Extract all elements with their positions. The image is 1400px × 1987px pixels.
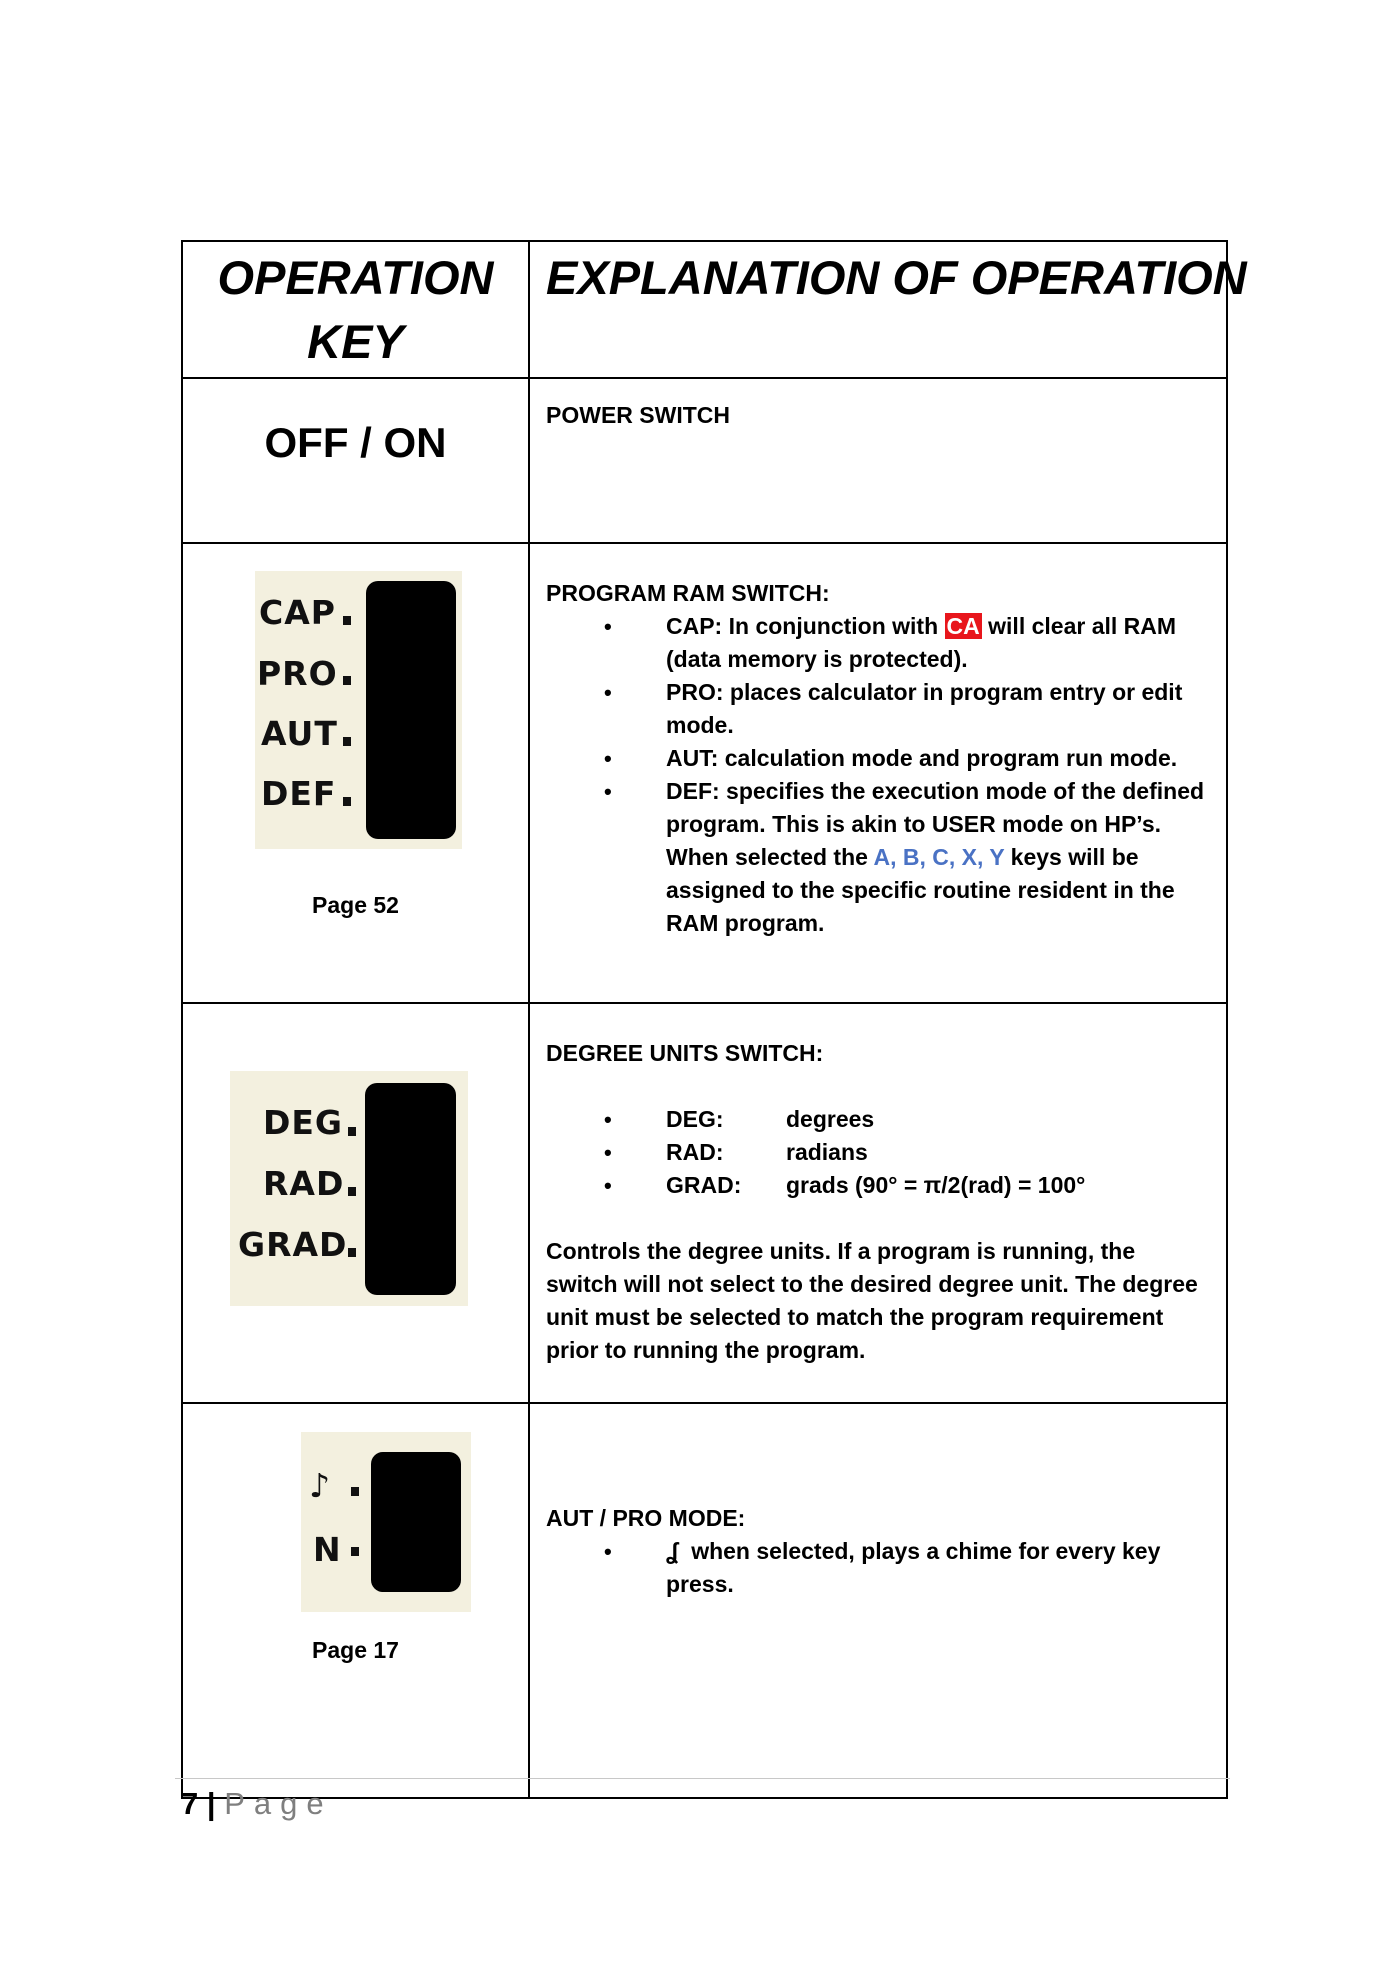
ca-key-badge: CA — [946, 613, 980, 639]
bullet-icon: • — [604, 1107, 612, 1132]
list-item: • DEF: specifies the execution mode of the defined program. This is akin to USER mode on HP’s. When selected the A, B, C, X, Y keys will be assigned to the specific routine resident in the RAM program. — [546, 775, 1210, 940]
list-item: • AUT: calculation mode and program run mode. — [546, 742, 1210, 775]
bullet-icon: • — [604, 614, 612, 639]
def-key-names: A, B, C, X, Y — [873, 844, 1005, 870]
aut-mode-list — [546, 1535, 1210, 1601]
ram-switch-image — [255, 571, 462, 849]
ram-explanation — [529, 543, 1227, 1003]
header-operation-key: OPERATION KEY — [182, 241, 529, 378]
aut-page-ref: Page 17 — [312, 1637, 399, 1663]
chime-icon: ʆ — [666, 1538, 679, 1564]
bullet-icon: • — [604, 1539, 612, 1564]
switch-label-deg: DEG — [263, 1103, 344, 1142]
switch-dot — [343, 797, 351, 806]
list-item: • PRO: places calculator in program entry or edit mode. — [546, 676, 1210, 742]
header-explanation: EXPLANATION OF OPERATION — [529, 241, 1227, 378]
power-explanation: POWER SWITCH — [529, 378, 1227, 543]
table-row-program-ram — [182, 543, 1227, 1003]
bullet-icon: • — [604, 1173, 612, 1198]
switch-label-pro: PRO — [257, 654, 338, 693]
aut-title: AUT / PRO MODE: — [546, 1505, 746, 1531]
footer-divider — [175, 1778, 1230, 1779]
aut-switch-cell — [182, 1403, 529, 1798]
ram-mode-list — [546, 610, 1210, 940]
switch-dot — [343, 676, 351, 685]
switch-dot — [351, 1487, 359, 1496]
deg-switch-image — [230, 1071, 468, 1306]
footer-separator: | — [206, 1786, 216, 1821]
switch-slider-track — [371, 1452, 461, 1592]
page-footer — [181, 1786, 333, 1822]
bullet-icon: • — [604, 779, 612, 804]
ram-switch-cell — [182, 543, 529, 1003]
page-number: 7 — [181, 1786, 199, 1821]
deg-title: DEGREE UNITS SWITCH: — [546, 1040, 824, 1066]
list-item: • GRAD: grads (90° = π/2(rad) = 100° — [546, 1169, 1210, 1202]
switch-label-aut: AUT — [261, 714, 338, 753]
switch-dot — [343, 616, 351, 625]
aut-explanation — [529, 1403, 1227, 1798]
table-header-row — [182, 241, 1227, 378]
ram-title: PROGRAM RAM SWITCH: — [546, 580, 830, 606]
switch-label-chime: ♪ — [309, 1466, 332, 1505]
switch-label-cap: CAP — [259, 593, 336, 632]
table-row-power — [182, 378, 1227, 543]
list-item: • DEG: degrees — [546, 1103, 1210, 1136]
switch-slider-track — [365, 1083, 456, 1295]
switch-label-def: DEF — [261, 774, 337, 813]
switch-label-n: N — [313, 1530, 342, 1569]
bullet-icon: • — [604, 746, 612, 771]
switch-dot — [343, 737, 351, 746]
deg-explanation — [529, 1003, 1227, 1403]
ram-page-ref: Page 52 — [312, 892, 399, 918]
table-row-degree-units — [182, 1003, 1227, 1403]
deg-switch-cell — [182, 1003, 529, 1403]
footer-page-word: Page — [224, 1786, 333, 1821]
list-item: • RAD: radians — [546, 1136, 1210, 1169]
switch-slider-track — [366, 581, 456, 839]
switch-label-rad: RAD — [263, 1164, 345, 1203]
switch-dot — [348, 1248, 356, 1257]
bullet-icon: • — [604, 680, 612, 705]
switch-dot — [348, 1127, 356, 1136]
switch-dot — [351, 1547, 359, 1556]
chime-switch-image — [301, 1432, 471, 1612]
list-item: • CAP: In conjunction with CA will clear all RAM (data memory is protected). — [546, 610, 1210, 676]
list-item: • ʆ when selected, plays a chime for every key press. — [546, 1535, 1210, 1601]
bullet-icon: • — [604, 1140, 612, 1165]
deg-note: Controls the degree units. If a program is running, the switch will not select to the desired degree unit. The degree unit must be selected to match the program requirement prior to running the program. — [546, 1238, 1198, 1363]
switch-dot — [348, 1187, 356, 1196]
deg-unit-list — [546, 1103, 1210, 1202]
table-row-aut-pro-mode — [182, 1403, 1227, 1798]
operations-table — [181, 240, 1247, 1799]
switch-label-grad: GRAD — [238, 1225, 348, 1264]
power-key-label: OFF / ON — [182, 378, 529, 543]
